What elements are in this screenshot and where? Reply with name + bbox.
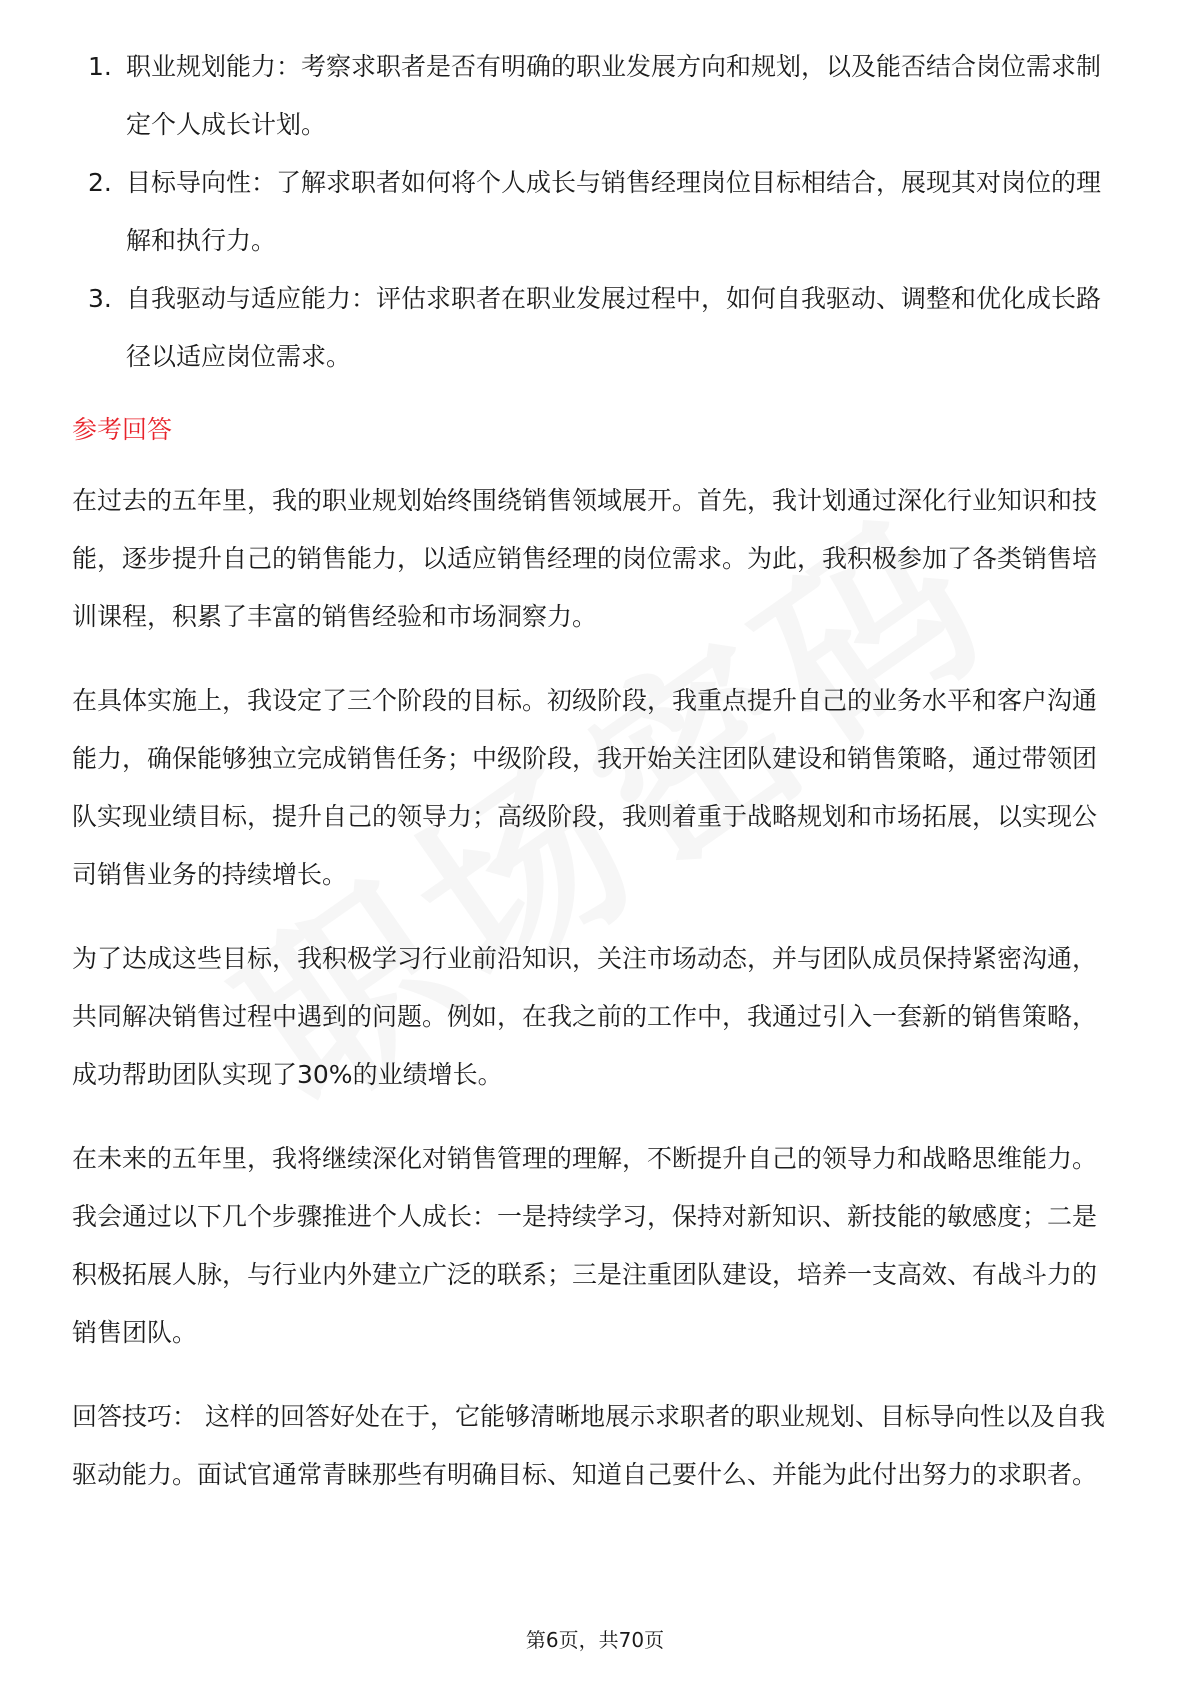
page-content	[72, 38, 1118, 1530]
paragraph: 在过去的五年里，我的职业规划始终围绕销售领域展开。首先，我计划通过深化行业知识和技能，逐步提升自己的销售能力，以适应销售经理的岗位需求。为此，我积极参加了各类销售培训课程，积累了丰富的销售经验和市场洞察力。	[72, 486, 1098, 631]
paragraph: 在具体实施上，我设定了三个阶段的目标。初级阶段，我重点提升自己的业务水平和客户沟通能力，确保能够独立完成销售任务；中级阶段，我开始关注团队建设和销售策略，通过带领团队实现业绩目标，提升自己的领导力；高级阶段，我则着重于战略规划和市场拓展，以实现公司销售业务的持续增长。	[72, 686, 1098, 889]
section-title: 参考回答	[72, 415, 173, 444]
list-item	[72, 154, 1118, 270]
criteria-list	[72, 38, 1118, 386]
list-number: 1.	[88, 52, 112, 81]
answer-tip: 回答技巧： 这样的回答好处在于，它能够清晰地展示求职者的职业规划、目标导向性以及自我驱动能力。面试官通常青睐那些有明确目标、知道自己要什么、并能为此付出努力的求职者。	[72, 1402, 1105, 1489]
paragraph: 为了达成这些目标，我积极学习行业前沿知识，关注市场动态，并与团队成员保持紧密沟通，共同解决销售过程中遇到的问题。例如，在我之前的工作中，我通过引入一套新的销售策略，成功帮助团队实现了30%的业绩增长。	[72, 944, 1098, 1089]
list-number: 2.	[88, 168, 112, 197]
list-number: 3.	[88, 284, 112, 313]
list-item	[72, 38, 1118, 154]
page-footer: 第6页，共70页	[525, 1628, 665, 1652]
list-text: 自我驱动与适应能力：评估求职者在职业发展过程中，如何自我驱动、调整和优化成长路径以适应岗位需求。	[126, 284, 1102, 371]
paragraph: 在未来的五年里，我将继续深化对销售管理的理解，不断提升自己的领导力和战略思维能力。我会通过以下几个步骤推进个人成长：一是持续学习，保持对新知识、新技能的敏感度；二是积极拓展人脉，与行业内外建立广泛的联系；三是注重团队建设，培养一支高效、有战斗力的销售团队。	[72, 1144, 1098, 1347]
list-text: 目标导向性：了解求职者如何将个人成长与销售经理岗位目标相结合，展现其对岗位的理解和执行力。	[126, 168, 1102, 255]
list-text: 职业规划能力：考察求职者是否有明确的职业发展方向和规划，以及能否结合岗位需求制定个人成长计划。	[126, 52, 1102, 139]
list-item	[72, 270, 1118, 386]
